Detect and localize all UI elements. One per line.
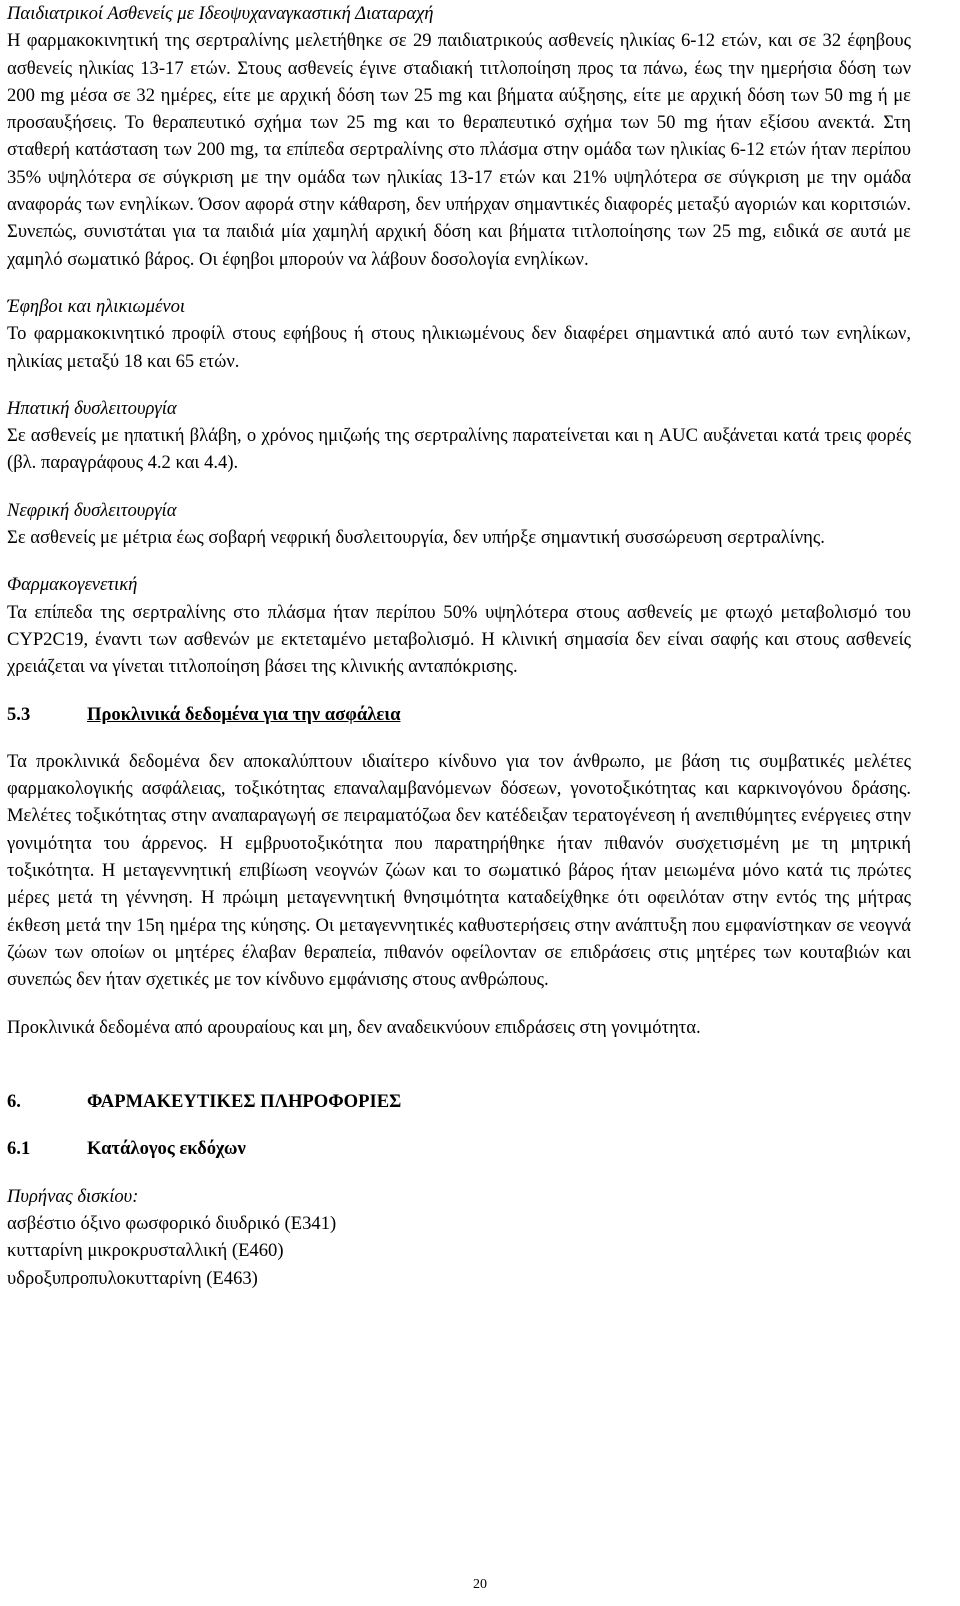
elderly-heading: Έφηβοι και ηλικιωμένοι [7, 295, 186, 317]
pharmacogenetics-paragraph: Τα επίπεδα της σερτραλίνης στο πλάσμα ήταν περίπου 50% υψηλότερα στους ασθενείς με φτωχό μεταβολισμό του CYP2C19, έναντι των ασθενών με εκτεταμένο μεταβολισμό. Η κλινική σημασία δεν είναι σαφής και στους ασθενείς χρειάζεται να γίνεται τιτλοποίηση βάσει της κλινικής ανταπόκρισης. [7, 601, 911, 678]
section-5-3-heading [7, 701, 911, 728]
hepatic-paragraph: Σε ασθενείς με ηπατική βλάβη, ο χρόνος ημιζωής της σερτραλίνης παρατείνεται και η AUC αυξάνεται κατά τρεις φορές (βλ. παραγράφους 4.2 και 4.4). [7, 425, 911, 474]
section-6-1-title: Κατάλογος εκδόχων [87, 1138, 246, 1160]
renal-heading: Νεφρική δυσλειτουργία [7, 499, 177, 521]
document-page [7, 0, 911, 1292]
section-6-title: ΦΑΡΜΑΚΕΥΤΙΚΕΣ ΠΛΗΡΟΦΟΡΙΕΣ [87, 1091, 402, 1113]
pediatric-paragraph: Η φαρμακοκινητική της σερτραλίνης μελετήθηκε σε 29 παιδιατρικούς ασθενείς ηλικίας 6-12 ετών, και σε 32 έφηβους ασθενείς ηλικίας 13-17 ετών. Στους ασθενείς έγινε σταδιακή τιτλοποίηση προς τα πάνω, έως την ημερήσια δόση των 200 mg μέσα σε 32 ημέρες, είτε με αρχική δόση των 25 mg και βήματα αύξησης, είτε με αρχική δόση των 50 mg ή με προσαυξήσεις. Το θεραπευτικό σχήμα των 25 mg και το θεραπευτικό σχήμα των 50 mg ήταν εξίσου ανεκτά. Στη σταθερή κατάσταση των 200 mg, τα επίπεδα σερτραλίνης στο πλάσμα στην ομάδα των ηλικίας 6-12 ετών ήταν περίπου 35% υψηλότερα σε σύγκριση με την ομάδα των ηλικίας 13-17 ετών και 21% υψηλότερα σε σύγκριση με την ομάδα αναφοράς των ενηλίκων. Όσον αφορά στην κάθαρση, δεν υπήρχαν σημαντικές διαφορές μεταξύ αγοριών και κοριτσιών. Συνεπώς, συνιστάται για τα παιδιά μία χαμηλή αρχική δόση και βήματα τιτλοποίησης των 25 mg, ειδικά σε αυτά με χαμηλό σωματικό βάρος. Οι έφηβοι μπορούν να λάβουν δοσολογία ενηλίκων. [7, 30, 911, 270]
section-5-3-number: 5.3 [7, 703, 31, 725]
section-6-1-number: 6.1 [7, 1138, 31, 1160]
section-5-3-title: Προκλινικά δεδομένα για την ασφάλεια [87, 703, 401, 725]
elderly-paragraph: Το φαρμακοκινητικό προφίλ στους εφήβους ή στους ηλικιωμένους δεν διαφέρει σημαντικά από αυτό των ενηλίκων, ηλικίας μεταξύ 18 και 65 ετών. [7, 323, 911, 372]
pediatric-heading: Παιδιατρικοί Ασθενείς με Ιδεοψυχαναγκαστική Διαταραχή [7, 3, 434, 24]
pharmacogenetics-heading: Φαρμακογενετική [7, 574, 138, 596]
excipient-item: υδροξυπροπυλοκυτταρίνη (E463) [7, 1267, 258, 1289]
section-6-heading [7, 1088, 911, 1115]
hepatic-heading: Ηπατική δυσλειτουργία [7, 397, 177, 419]
tablet-core-label: Πυρήνας δισκίου: [7, 1185, 139, 1207]
excipient-item: κυτταρίνη μικροκρυσταλλική (E460) [7, 1240, 284, 1262]
section-5-3-paragraph-2: Προκλινικά δεδομένα από αρουραίους και μη, δεν αναδεικνύουν επιδράσεις στη γονιμότητα. [7, 1016, 701, 1038]
page-number: 20 [473, 1577, 487, 1592]
excipient-item: ασβέστιο όξινο φωσφορικό διυδρικό (E341) [7, 1212, 337, 1234]
section-6-1-heading [7, 1135, 911, 1162]
renal-paragraph: Σε ασθενείς με μέτρια έως σοβαρή νεφρική δυσλειτουργία, δεν υπήρξε σημαντική συσσώρευση σερτραλίνης. [7, 527, 825, 549]
section-6-number: 6. [7, 1091, 21, 1113]
section-5-3-paragraph-1: Τα προκλινικά δεδομένα δεν αποκαλύπτουν ιδιαίτερο κίνδυνο για τον άνθρωπο, με βάση τις συμβατικές μελέτες φαρμακολογικής ασφάλειας, τοξικότητας επαναλαμβανόμενων δόσεων, γονοτοξικότητας και καρκινογόνου δράσης. Μελέτες τοξικότητας στην αναπαραγωγή σε πειραματόζωα δεν κατέδειξαν τερατογένεση ή ανεπιθύμητες ενέργειες στην γονιμότητα του άρρενος. Η εμβρυοτοξικότητα που παρατηρήθηκε ήταν πιθανόν συσχετισμένη με τη μητρική τοξικότητα. Η μεταγεννητική επιβίωση νεογνών ζώων και το σωματικό βάρος ήταν μειωμένα μόνο κατά τις πρώτες μέρες μετά τη γέννηση. Η πρώιμη μεταγεννητική θνησιμότητα καταδείχθηκε ότι οφειλόταν στην εντός της μήτρας έκθεση μετά την 15η ημέρα της κύησης. Οι μεταγεννητικές καθυστερήσεις στην ανάπτυξη που εμφανίστηκαν σε νεογνά ζώων των οποίων οι μητέρες έλαβαν θεραπεία, πιθανόν οφείλονταν σε επιδράσεις στις μητέρες των κουταβιών και συνεπώς δεν ήταν σχετικές με τον κίνδυνο εμφάνισης στους ανθρώπους. [7, 750, 911, 991]
